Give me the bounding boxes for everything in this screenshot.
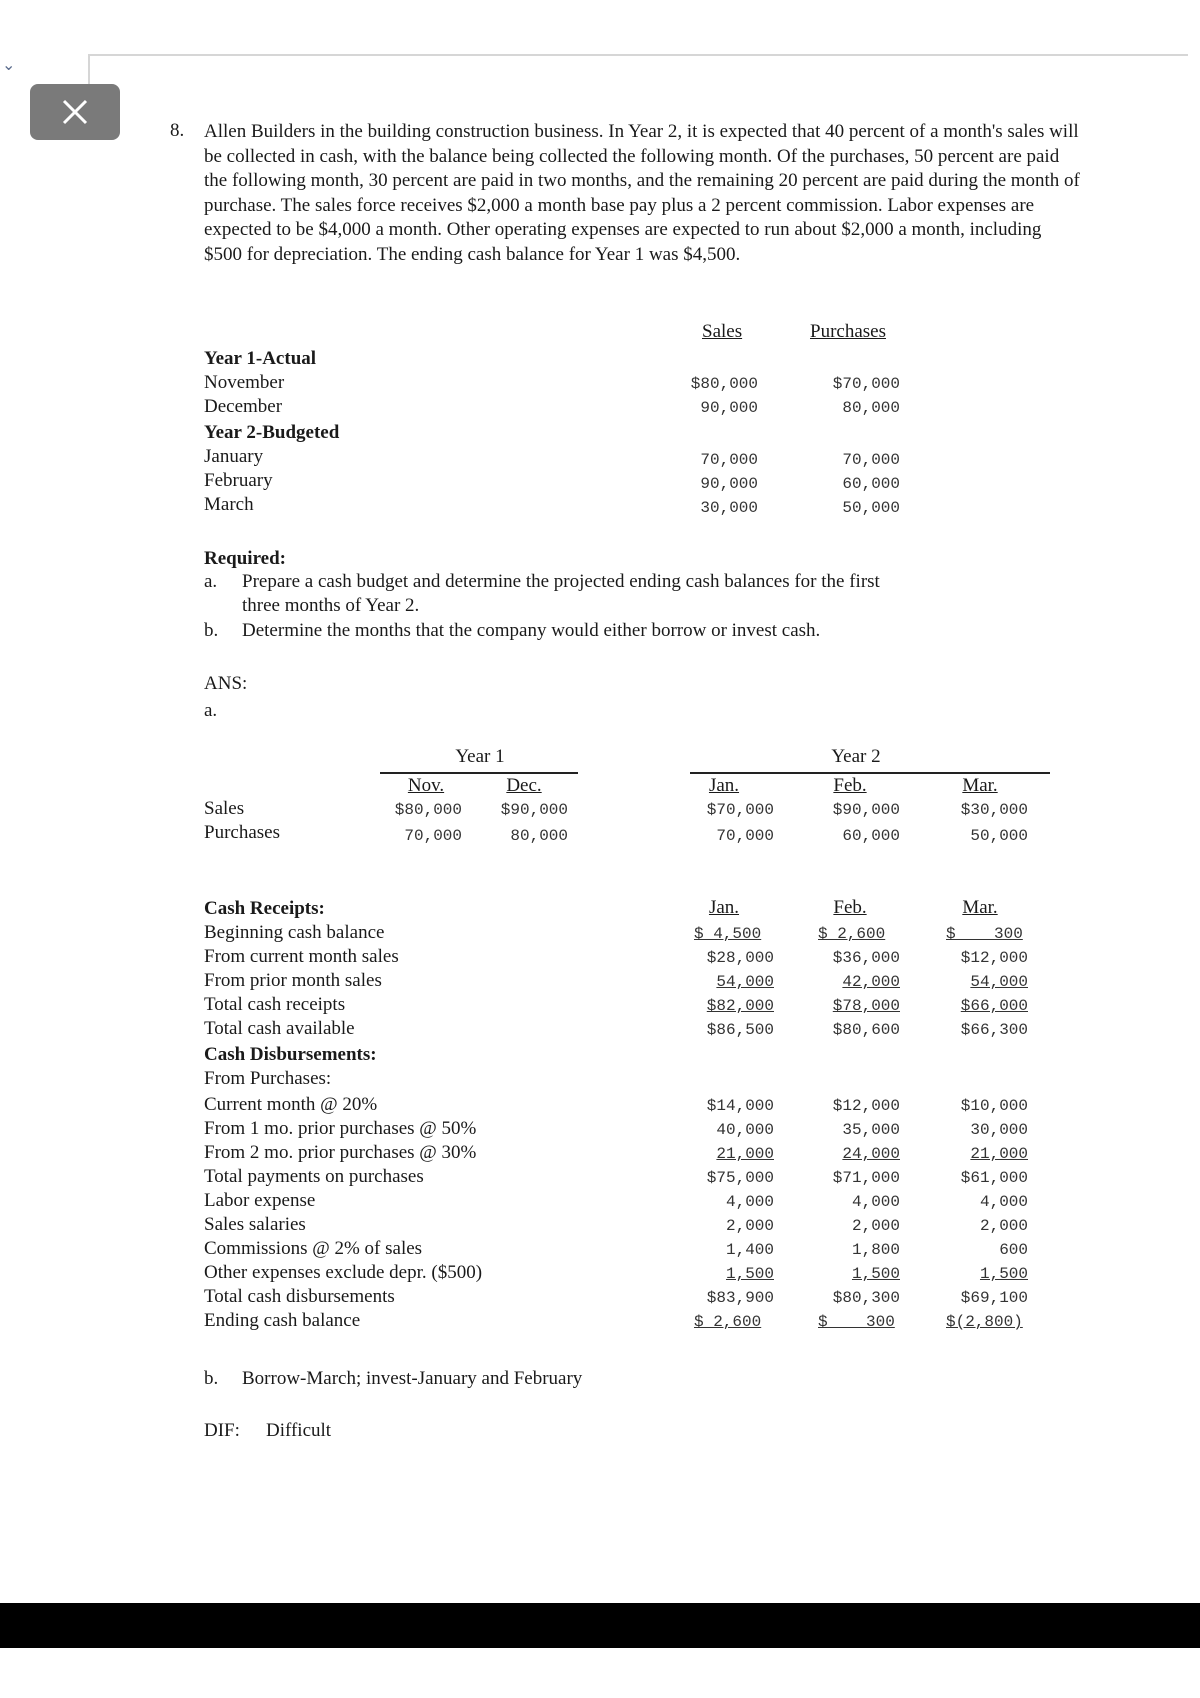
budget-value: $80,600 bbox=[832, 1021, 900, 1039]
tab-edge bbox=[88, 54, 90, 84]
budget-value: 30,000 bbox=[970, 1121, 1028, 1139]
question-text: Allen Builders in the building construction business. In Year 2, it is expected that 40 percent of a month's sales will be collected in cash, with the balance being collected the following month. Of the purchases, 50 percent are paid the following month, 30 percent are paid in two months, and the remaining 20 percent are paid during the month of purchase. The sales force receives $2,000 a month base pay plus a 2 percent commission. Labor expenses are expected to be $4,000 a month. Other operating expenses are expected to run about $2,000 a month, including $500 for depreciation. The ending cash balance for Year 1 was $4,500. bbox=[204, 121, 1080, 265]
budget-row-label: From prior month sales bbox=[204, 970, 382, 991]
budget-value: 2,000 bbox=[725, 1217, 774, 1235]
budget-value: 1,500 bbox=[851, 1265, 900, 1283]
budget-row-label: Other expenses exclude depr. ($500) bbox=[204, 1262, 483, 1283]
budget-row-label: Total cash available bbox=[204, 1018, 355, 1039]
section-title: Year 2-Budgeted bbox=[204, 422, 340, 443]
budget-value: 1,800 bbox=[851, 1241, 900, 1259]
summary-value: 70,000 bbox=[716, 827, 774, 845]
required-a-text: Prepare a cash budget and determine the projected ending cash balances for the first bbox=[242, 571, 880, 592]
budget-value: $82,000 bbox=[706, 997, 774, 1015]
summary-value: 70,000 bbox=[404, 827, 462, 845]
budget-value: 4,000 bbox=[725, 1193, 774, 1211]
answer-part-b: Borrow-March; invest-January and February bbox=[242, 1368, 583, 1389]
month-header: Nov. bbox=[407, 775, 445, 796]
budget-month-header: Feb. bbox=[833, 897, 867, 918]
tab-strip bbox=[88, 54, 1188, 56]
header-sales: Sales bbox=[702, 321, 743, 342]
month-header: Jan. bbox=[708, 775, 740, 796]
budget-value: 2,000 bbox=[851, 1217, 900, 1235]
summary-value: 80,000 bbox=[510, 827, 568, 845]
answer-part-b-label: b. bbox=[204, 1368, 219, 1389]
budget-value: $66,000 bbox=[960, 997, 1028, 1015]
summary-value: $80,000 bbox=[394, 801, 462, 819]
budget-value: 24,000 bbox=[842, 1145, 900, 1163]
close-button[interactable] bbox=[30, 84, 120, 140]
disbursements-title: Cash Disbursements: bbox=[204, 1044, 377, 1065]
summary-row-label: Purchases bbox=[204, 822, 280, 843]
bottom-bar bbox=[0, 1603, 1200, 1648]
section-title: Year 1-Actual bbox=[204, 348, 317, 369]
budget-value: $ 4,500 bbox=[694, 925, 762, 943]
required-a-label: a. bbox=[204, 571, 218, 592]
purchases-value: 70,000 bbox=[842, 451, 900, 469]
month-header: Dec. bbox=[506, 775, 542, 796]
budget-row-label: From 1 mo. prior purchases @ 50% bbox=[204, 1118, 477, 1139]
budget-value: $36,000 bbox=[832, 949, 900, 967]
budget-value: $12,000 bbox=[832, 1097, 900, 1115]
difficulty-label: DIF: bbox=[204, 1420, 240, 1441]
budget-row-label: Current month @ 20% bbox=[204, 1094, 378, 1115]
purchases-value: 50,000 bbox=[842, 499, 900, 517]
budget-value: $10,000 bbox=[960, 1097, 1028, 1115]
from-purchases-label: From Purchases: bbox=[204, 1068, 332, 1089]
summary-value: 50,000 bbox=[970, 827, 1028, 845]
sales-value: 30,000 bbox=[700, 499, 758, 517]
budget-value: 21,000 bbox=[716, 1145, 774, 1163]
budget-value: $ 300 bbox=[818, 1313, 895, 1331]
budget-value: 21,000 bbox=[970, 1145, 1028, 1163]
purchases-value: $70,000 bbox=[832, 375, 900, 393]
budget-month-header: Mar. bbox=[962, 897, 998, 918]
budget-row-label: Total cash disbursements bbox=[204, 1286, 395, 1307]
summary-value: $90,000 bbox=[832, 801, 900, 819]
budget-value: $12,000 bbox=[960, 949, 1028, 967]
summary-value: $90,000 bbox=[500, 801, 568, 819]
sales-value: $80,000 bbox=[690, 375, 758, 393]
budget-row-label: Beginning cash balance bbox=[204, 922, 385, 943]
month-label: January bbox=[204, 446, 264, 467]
month-label: March bbox=[204, 494, 254, 515]
budget-value: 4,000 bbox=[979, 1193, 1028, 1211]
budget-row-label: Total payments on purchases bbox=[204, 1166, 424, 1187]
purchases-value: 60,000 bbox=[842, 475, 900, 493]
budget-row-label: Labor expense bbox=[204, 1190, 316, 1211]
required-b-label: b. bbox=[204, 620, 219, 641]
required-a-text-cont: three months of Year 2. bbox=[242, 595, 420, 616]
budget-value: $61,000 bbox=[960, 1169, 1028, 1187]
sales-value: 90,000 bbox=[700, 399, 758, 417]
purchases-value: 80,000 bbox=[842, 399, 900, 417]
budget-value: 40,000 bbox=[716, 1121, 774, 1139]
budget-value: 4,000 bbox=[851, 1193, 900, 1211]
sales-value: 90,000 bbox=[700, 475, 758, 493]
month-header: Feb. bbox=[833, 775, 867, 796]
budget-value: $69,100 bbox=[960, 1289, 1028, 1307]
budget-row-label: Commissions @ 2% of sales bbox=[204, 1238, 423, 1259]
budget-value: $14,000 bbox=[706, 1097, 774, 1115]
summary-row-label: Sales bbox=[204, 798, 245, 819]
budget-value: $ 2,600 bbox=[694, 1313, 762, 1331]
budget-row-label: Ending cash balance bbox=[204, 1310, 361, 1331]
sales-value: 70,000 bbox=[700, 451, 758, 469]
budget-value: 2,000 bbox=[979, 1217, 1028, 1235]
budget-value: 1,500 bbox=[979, 1265, 1028, 1283]
budget-row-label: From 2 mo. prior purchases @ 30% bbox=[204, 1142, 477, 1163]
budget-value: $(2,800) bbox=[946, 1313, 1023, 1331]
year2-rule bbox=[690, 772, 1050, 774]
difficulty-value: Difficult bbox=[266, 1420, 332, 1441]
answer-label: ANS: bbox=[204, 673, 248, 694]
budget-value: 1,400 bbox=[725, 1241, 774, 1259]
month-header: Mar. bbox=[962, 775, 998, 796]
receipts-title: Cash Receipts: bbox=[204, 898, 325, 919]
budget-value: $66,300 bbox=[960, 1021, 1028, 1039]
budget-value: 35,000 bbox=[842, 1121, 900, 1139]
budget-value: 54,000 bbox=[970, 973, 1028, 991]
summary-value: $30,000 bbox=[960, 801, 1028, 819]
chevron-down-icon[interactable]: ⌄ bbox=[2, 55, 16, 74]
budget-value: $28,000 bbox=[706, 949, 774, 967]
budget-row-label: From current month sales bbox=[204, 946, 399, 967]
budget-value: 600 bbox=[999, 1241, 1028, 1259]
budget-value: $80,300 bbox=[832, 1289, 900, 1307]
required-b-text: Determine the months that the company would either borrow or invest cash. bbox=[242, 620, 821, 641]
year1-header: Year 1 bbox=[455, 746, 505, 767]
header-purchases: Purchases bbox=[810, 321, 886, 342]
month-label: November bbox=[204, 372, 285, 393]
budget-value: $ 2,600 bbox=[818, 925, 886, 943]
budget-value: $83,900 bbox=[706, 1289, 774, 1307]
budget-row-label: Total cash receipts bbox=[204, 994, 346, 1015]
budget-value: $71,000 bbox=[832, 1169, 900, 1187]
answer-part-a: a. bbox=[204, 700, 218, 721]
summary-value: 60,000 bbox=[842, 827, 900, 845]
question-number: 8. bbox=[170, 120, 185, 141]
budget-value: 1,500 bbox=[725, 1265, 774, 1283]
summary-value: $70,000 bbox=[706, 801, 774, 819]
month-label: December bbox=[204, 396, 283, 417]
year2-header: Year 2 bbox=[831, 746, 881, 767]
required-title: Required: bbox=[204, 548, 286, 569]
budget-value: $75,000 bbox=[706, 1169, 774, 1187]
budget-value: 42,000 bbox=[842, 973, 900, 991]
year1-rule bbox=[380, 772, 578, 774]
budget-value: $78,000 bbox=[832, 997, 900, 1015]
budget-month-header: Jan. bbox=[708, 897, 740, 918]
close-icon bbox=[60, 97, 90, 127]
budget-value: $86,500 bbox=[706, 1021, 774, 1039]
budget-row-label: Sales salaries bbox=[204, 1214, 306, 1235]
budget-value: 54,000 bbox=[716, 973, 774, 991]
budget-value: $ 300 bbox=[946, 925, 1023, 943]
month-label: February bbox=[204, 470, 273, 491]
